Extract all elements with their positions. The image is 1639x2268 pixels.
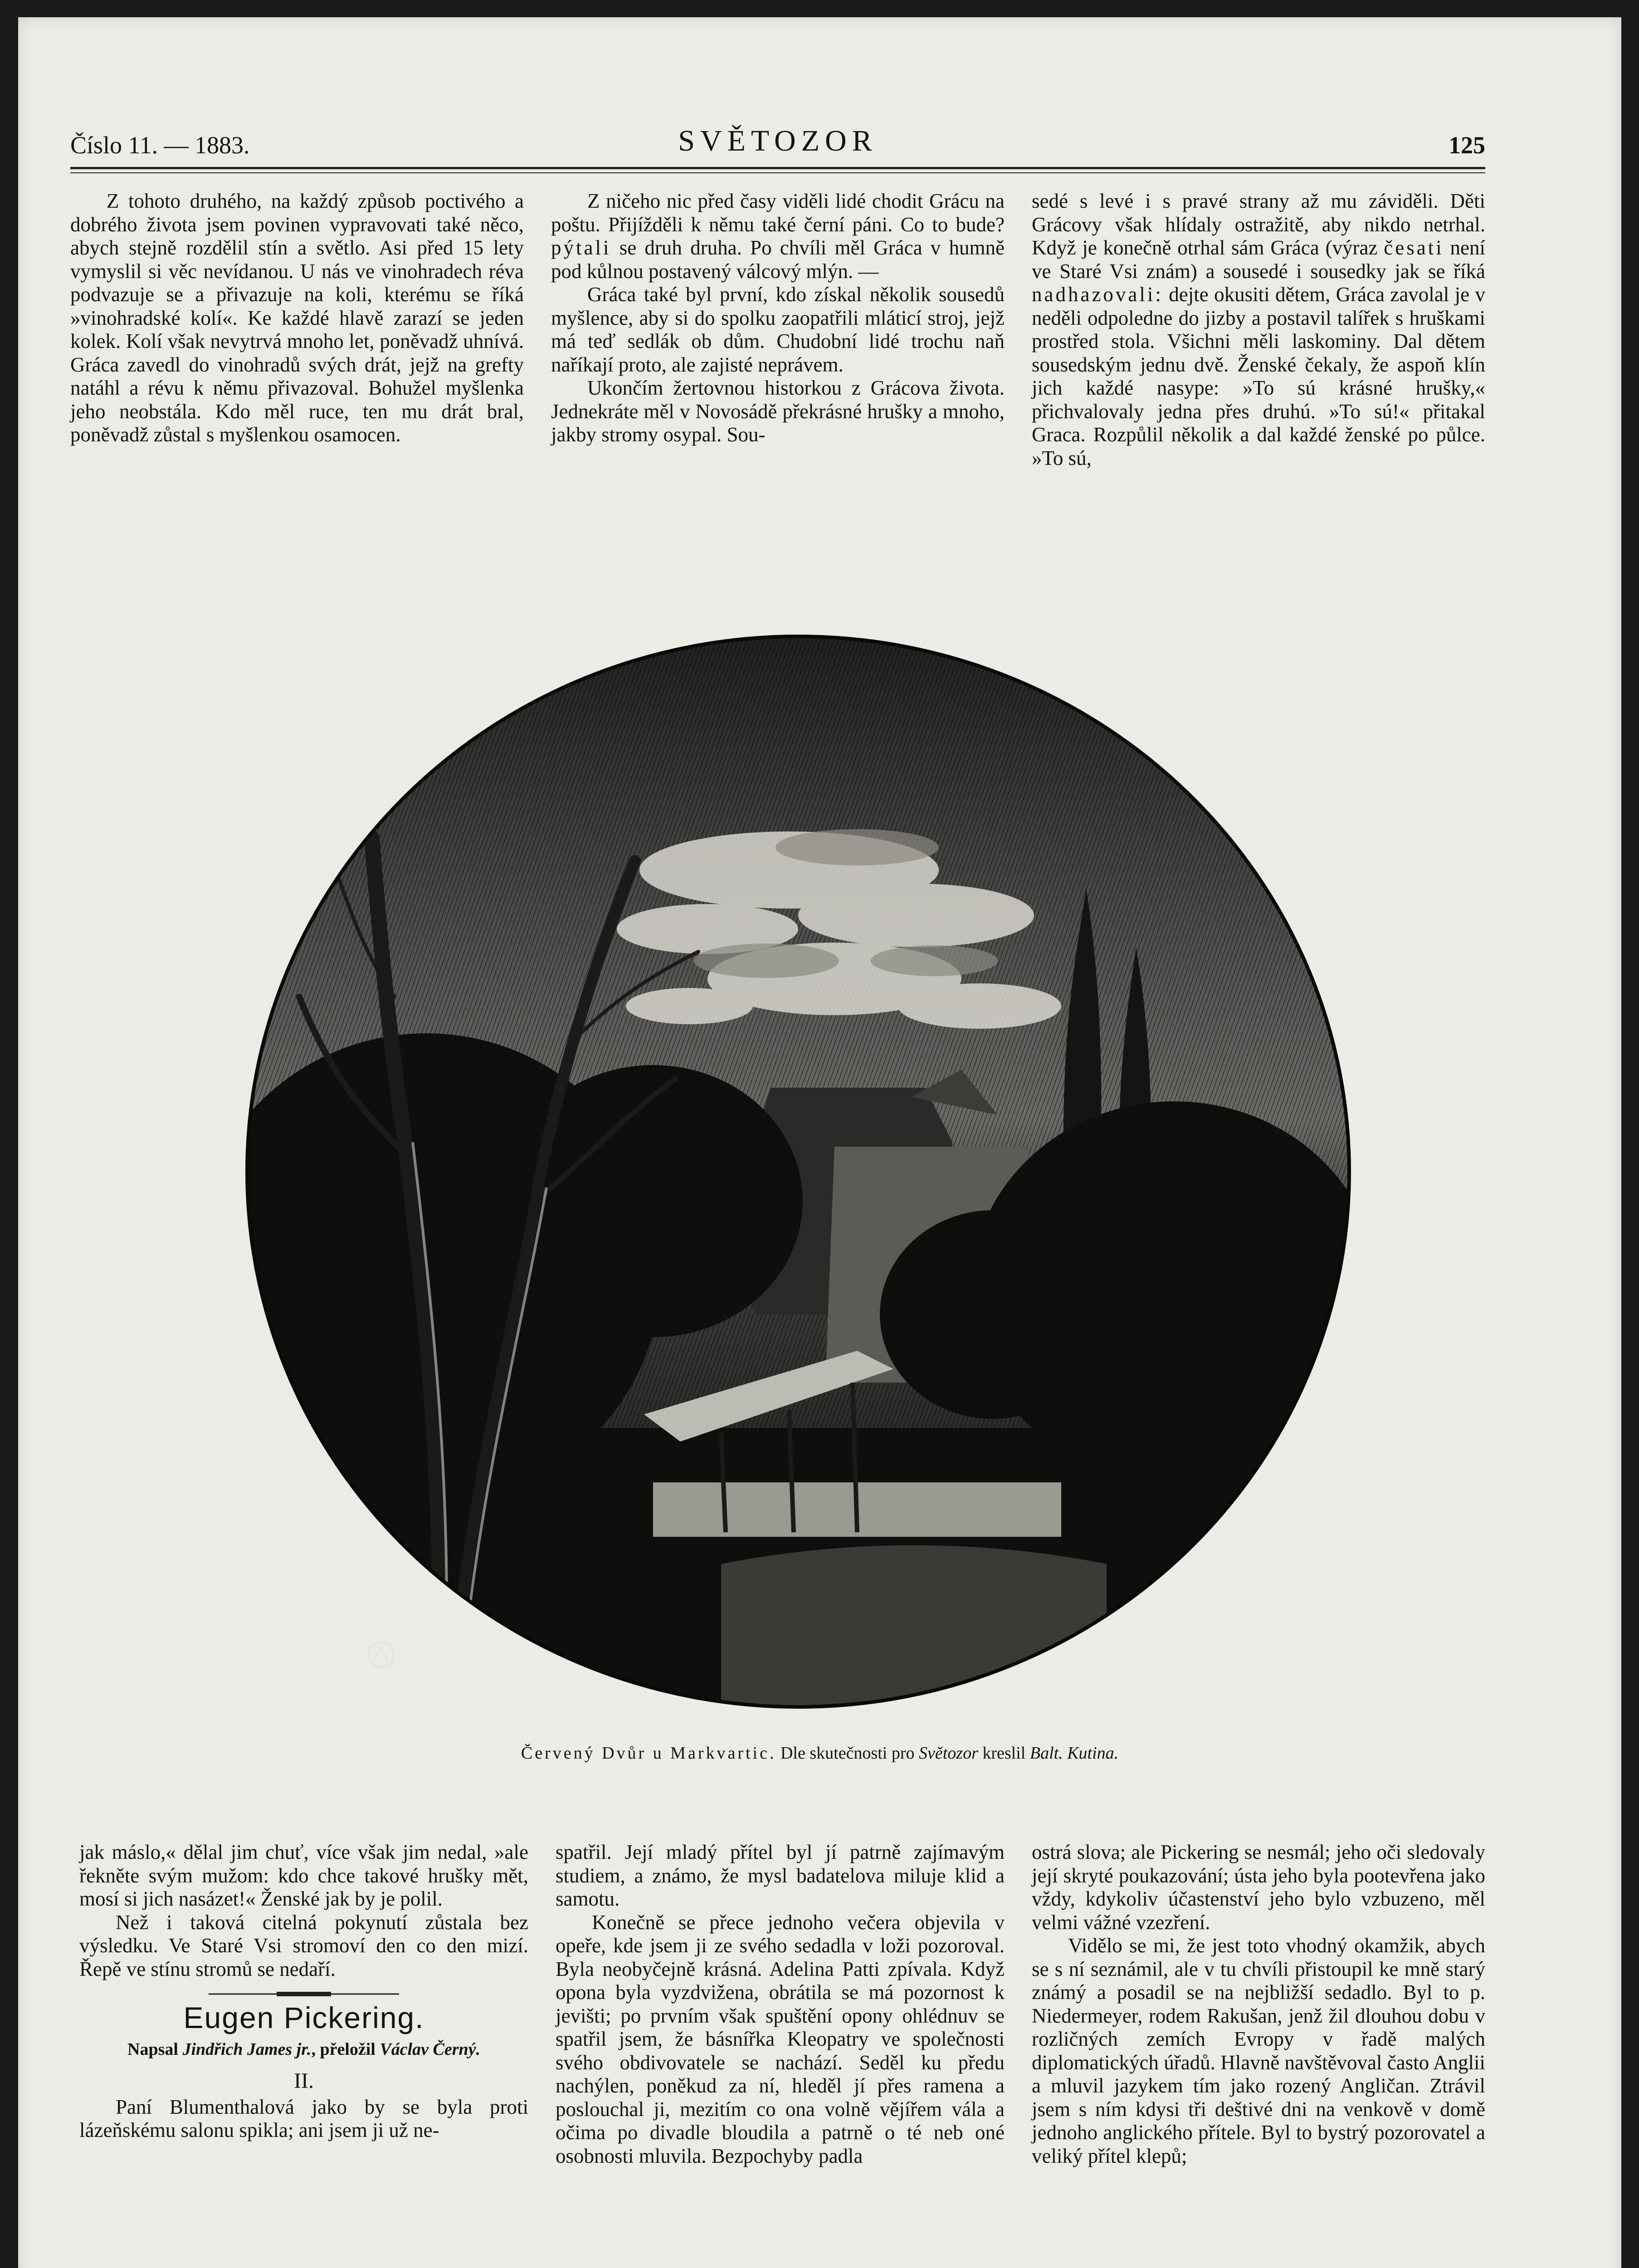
- spaced-word: nadhazovali:: [1032, 283, 1163, 306]
- bottom-column-1: [79, 1841, 528, 2142]
- paragraph: Vidělo se mi, že jest toto vhodný okamžik, abych se s ní seznámil, ale v tu chvíli přistoupil ke mně starý známý a posadil se na nejbližší sedadlo. Byl to p. Niedermeyer, rodem Rakušan, jenž žil dlouhou dobu v rozličných zemích Evropy v řadě malých diplomatických úřadů. Hlavně navštěvoval často Anglii a mluvil jazykem tím jako rozený Angličan. Ztrávil jsem s ním kdysi tři deštivé dni na venkově v domě jednoho anglického přítele. Byl to bystrý pozorovatel a veliký přítel klepů;: [1032, 1934, 1485, 2167]
- story-byline: Napsal Jindřich James jr., přeložil Václav Černý.: [127, 2039, 480, 2059]
- paragraph: jak máslo,« dělal jim chuť, více však jim nedal, »ale řekněte svým mužom: kdo chce takové hrušky mět, mosí si jich nasázet!« Ženské jak by je polil.: [79, 1841, 528, 1910]
- magazine-title: SVĚTOZOR: [678, 124, 878, 157]
- spaced-word: pýtali: [551, 236, 611, 259]
- engraving-illustration: [245, 634, 1351, 1709]
- top-column-2: [551, 190, 1005, 447]
- paragraph: Než i taková citelná pokynutí zůstala bez výsledku. Ve Staré Vsi stromoví den co den mizí. Řepě ve stínu stromů se nedaří.: [79, 1911, 528, 1980]
- paragraph: Paní Blumenthalová jako by se byla proti lázeňskému salonu spikla; ani jsem ji už ne-: [79, 2095, 528, 2141]
- paragraph: Z ničeho nic před časy viděli lidé chodit Grácu na poštu. Přijížděli k němu také černí páni. Co to bude? pýtali se druh druha. Po chvíli měl Gráca v humně pod kůlnou postavený válcový mlýn. —: [551, 190, 1005, 283]
- page-header: [70, 124, 1485, 174]
- paragraph: Konečně se přece jednoho večera objevila v opeře, kde jsem ji ze svého sedadla v loži pozoroval. Byla neobyčejně krásná. Adelina Patti zpívala. Když opona byla vyzdvižena, obrátila se má pozornost k jevišti; po prvním však spuštění opony ohlédnuv se spatřil jsem, že básnířka Kleopatry ve společnosti svého obdivovatele se nachází. Seděl ku předu nachýlen, poněkud za ní, hleděl jí přes ramena a poslouchal ji, mezitím co ona volně vějířem vála a očima po divadle bloudila a patrně o té neb oné osobnosti mluvila. Bezpochyby padla: [556, 1911, 1005, 2167]
- header-rule-thin: [70, 172, 1485, 173]
- artist-monogram: [368, 1642, 394, 1667]
- top-column-3: [1032, 190, 1485, 470]
- newspaper-page: [18, 17, 1621, 2268]
- top-column-1: [70, 190, 524, 447]
- bottom-column-3: [1032, 1841, 1485, 2168]
- section-separator: [209, 1991, 399, 1997]
- paragraph: Z tohoto druhého, na každý způsob poctivého a dobrého života jsem povinen vypravovati také něco, abych stejně rozdělil stín a světlo. Asi před 15 lety vymyslil si věc nevídanou. U nás ve vinohradech réva podvazuje se a přivazuje na koli, kterému se říká »vinohradské kolí«. Ke každé hlavě zarazí se jeden kolek. Kolí však nevytrvá mnoho let, poněvadž uhnívá. Gráca zavedl do vinohradů svých drát, jejž na grefty natáhl a révu k němu přivazoval. Bohužel myšlenka jeho neobstála. Kdo měl ruce, ten mu drát bral, poněvadž zůstal s myšlenkou osamocen.: [70, 190, 524, 446]
- chapter-number: II.: [294, 2069, 314, 2093]
- paragraph: sedé s levé i s pravé strany až mu záviděli. Děti Grácovy však hlídaly ostražitě, aby nikdo netrhal. Když je konečně otrhal sám Gráca (výraz česati není ve Staré Vsi znám) a sousedé i sousedky jak se říká nadhazovali: dejte okusiti dětem, Gráca zavolal je v neděli odpoledne do jizby a postavil talířek s hruškami prostřed stola. Všichni měli laskominy. Dal dětem sousedským jednu dvě. Ženské čekaly, že aspoň klín jich každé nasype: »To sú krásné hrušky,« přichvalovaly jedna přes druhú. »To sú!« přitakal Graca. Rozpůlil několik a dal každé ženské po půlce. »To sú,: [1032, 190, 1485, 469]
- paragraph: ostrá slova; ale Pickering se nesmál; jeho oči sledovaly její skryté poukazování; ústa jeho byla pootevřena jako vždy, kdykoliv účastenství jeho bylo vzbuzeno, měl velmi vážné vzezření.: [1032, 1841, 1485, 1934]
- paragraph: Ukončím žertovnou historkou z Grácova života. Jednekráte měl v Novosádě překrásné hrušky a mnoho, jakby stromy osypal. Sou-: [551, 376, 1005, 446]
- paragraph: Gráca také byl první, kdo získal několik sousedů myšlence, aby si do spolku zaopatřili mláticí stroj, jejž má teď sedlák ob dům. Chudobní lidé trochu naň naříkají proto, ale zajisté neprávem.: [551, 283, 1005, 376]
- story-title: Eugen Pickering.: [183, 2001, 424, 2034]
- header-rule-thick: [70, 167, 1485, 169]
- page-number: 125: [1449, 132, 1485, 159]
- illustration-caption: Červený Dvůr u Markvartic. Dle skutečnosti pro Světozor kreslil Balt. Kutina.: [521, 1744, 1119, 1763]
- issue-number: Číslo 11. — 1883.: [70, 132, 250, 159]
- paragraph: spatřil. Její mladý přítel byl jí patrně zajímavým studiem, a známo, že mysl badatelova miluje klid a samotu.: [556, 1841, 1005, 1910]
- bottom-column-2: [556, 1841, 1005, 2168]
- spaced-word: česati: [1384, 236, 1444, 259]
